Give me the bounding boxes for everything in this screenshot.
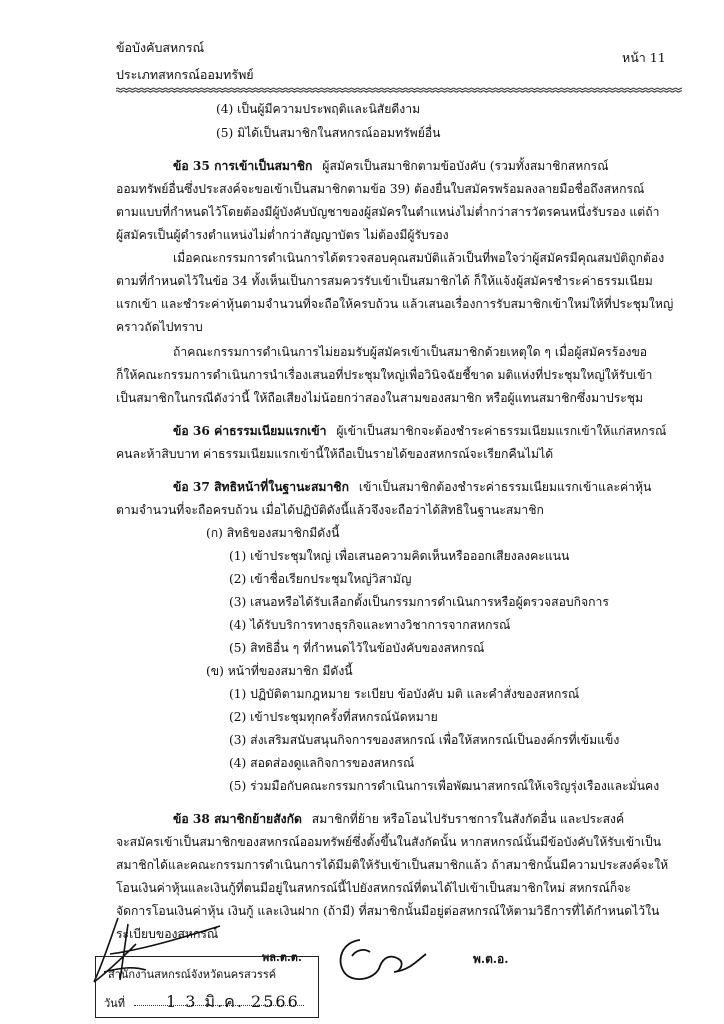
list-item: (1) เข้าประชุมใหญ่ เพื่อเสนอความคิดเห็นหรือออกเสียงลงคะแนน xyxy=(229,549,570,563)
clause-36-text: ผู้เข้าเป็นสมาชิกจะต้องชำระค่าธรรมเนียมแรกเข้าให้แก่สหกรณ์ xyxy=(336,424,667,438)
wavy-divider xyxy=(116,87,682,93)
clause-37-heading: ข้อ 37 สิทธิหน้าที่ในฐานะสมาชิก xyxy=(173,480,349,494)
initial-left: พล.ต.ต. xyxy=(262,951,302,964)
body-line: ตามที่กำหนดไว้ในข้อ 34 ทั้งเห็นเป็นการสมควรรับเข้าเป็นสมาชิกได้ ก็ให้แจ้งผู้สมัครชำระค่าธรรมเนียม xyxy=(116,274,653,288)
clause-37-text: เข้าเป็นสมาชิกต้องชำระค่าธรรมเนียมแรกเข้าและค่าหุ้น xyxy=(358,480,652,494)
clause-34-item-5: (5) มิได้เป็นสมาชิกในสหกรณ์ออมทรัพย์อื่น xyxy=(216,126,441,140)
rights-heading: (ก) สิทธิของสมาชิกมีดังนี้ xyxy=(206,526,340,540)
clause-34-item-4: (4) เป็นผู้มีความประพฤติและนิสัยดีงาม xyxy=(216,102,421,116)
body-line: เมื่อคณะกรรมการดำเนินการได้ตรวจสอบคุณสมบัติแล้วเป็นที่พอใจว่าผู้สมัครมีคุณสมบัติถูกต้อง xyxy=(173,251,665,265)
stamp-date-label: วันที่ xyxy=(104,997,125,1010)
list-item: (5) สิทธิอื่น ๆ ที่กำหนดไว้ในข้อบังคับของสหกรณ์ xyxy=(229,641,485,655)
body-line: จัดการโอนเงินค่าหุ้น เงินกู้ และเงินฝาก (ถ้ามี) ที่สมาชิกนั้นมีอยู่ต่อสหกรณ์ให้ตามวิธีการที่ได้กำหนดไว้ใน xyxy=(116,904,660,918)
list-item: (5) ร่วมมือกับคณะกรรมการดำเนินการเพื่อพัฒนาสหกรณ์ให้เจริญรุ่งเรืองและมั่นคง xyxy=(229,779,660,793)
body-line: จะสมัครเข้าเป็นสมาชิกของสหกรณ์ออมทรัพย์ซึ่งตั้งขึ้นในสังกัดนั้น หากสหกรณ์นั้นมีข้อบังคับให้รับเข้าเป็น xyxy=(116,835,662,849)
duties-heading: (ข) หน้าที่ของสมาชิก มีดังนี้ xyxy=(206,664,353,678)
list-item: (1) ปฏิบัติตามกฎหมาย ระเบียบ ข้อบังคับ มติ และคำสั่งของสหกรณ์ xyxy=(229,687,580,701)
stamp-organization: สำนักงานสหกรณ์จังหวัดนครสวรรค์ xyxy=(108,968,277,981)
clause-38-heading: ข้อ 38 สมาชิกย้ายสังกัด xyxy=(173,812,302,826)
body-line: แรกเข้า และชำระค่าหุ้นตามจำนวนที่จะถือให้ครบถ้วน แล้วเสนอเรื่องการรับสมาชิกเข้าใหม่ให้ที่ประชุมใหญ่ xyxy=(116,297,674,311)
body-line: ก็ให้คณะกรรมการดำเนินการนำเรื่องเสนอที่ประชุมใหญ่เพื่อวินิจฉัยชี้ขาด มติแห่งที่ประชุมใหญ่ให้รับเข้า xyxy=(116,368,653,382)
clause-35-line xyxy=(173,160,609,172)
receipt-stamp xyxy=(95,956,319,1018)
doc-type: ประเภทสหกรณ์ออมทรัพย์ xyxy=(116,67,254,82)
clause-35-heading: ข้อ 35 การเข้าเป็นสมาชิก xyxy=(173,159,313,173)
list-item: (4) สอดส่องดูแลกิจการของสหกรณ์ xyxy=(229,756,415,770)
body-line: ตามแบบที่กำหนดไว้โดยต้องมีผู้บังคับบัญชาของผู้สมัครในตำแหน่งไม่ต่ำกว่าสารวัตรคนหนึ่งรับรอง แต่ถ้า xyxy=(116,205,660,219)
list-item: (3) เสนอหรือได้รับเลือกตั้งเป็นกรรมการดำเนินการหรือผู้ตรวจสอบกิจการ xyxy=(229,595,609,609)
clause-37-line xyxy=(173,481,651,493)
signature-middle xyxy=(330,930,430,990)
list-item: (4) ได้รับบริการทางธุรกิจและทางวิชาการจากสหกรณ์ xyxy=(229,618,511,632)
clause-36-line xyxy=(173,425,666,437)
clause-35-text: ผู้สมัครเป็นสมาชิกตามข้อบังคับ (รวมทั้งสมาชิกสหกรณ์ xyxy=(322,159,609,173)
body-line: คนละห้าสิบบาท ค่าธรรมเนียมแรกเข้านี้ให้ถือเป็นรายได้ของสหกรณ์จะเรียกคืนไม่ได้ xyxy=(116,447,554,461)
body-line: ตามจำนวนที่จะถือครบถ้วน เมื่อได้ปฏิบัติดังนี้แล้วจึงจะถือว่าได้สิทธิในฐานะสมาชิก xyxy=(116,503,544,517)
page-number: หน้า 11 xyxy=(622,50,666,65)
body-line: ออมทรัพย์อื่นซึ่งประสงค์จะขอเข้าเป็นสมาชิกตามข้อ 39) ต้องยื่นใบสมัครพร้อมลงลายมือชื่อถึงสหกรณ์ xyxy=(116,182,645,196)
clause-38-text: สมาชิกที่ย้าย หรือโอนไปรับราชการในสังกัดอื่น และประสงค์ xyxy=(311,812,625,826)
body-line: เป็นสมาชิกในกรณีดังว่านี้ ให้ถือเสียงไม่น้อยกว่าสองในสามของสมาชิก หรือผู้แทนสมาชิกซึ่งมาประชุม xyxy=(116,391,644,405)
body-line: คราวถัดไปทราบ xyxy=(116,320,203,334)
body-line: ถ้าคณะกรรมการดำเนินการไม่ยอมรับผู้สมัครเข้าเป็นสมาชิกด้วยเหตุใด ๆ เมื่อผู้สมัครร้องขอ xyxy=(173,345,648,359)
body-line: ผู้สมัครเป็นผู้ดำรงตำแหน่งไม่ต่ำกว่าสัญญาบัตร ไม่ต้องมีผู้รับรอง xyxy=(116,228,449,242)
clause-38-line xyxy=(173,813,624,825)
list-item: (2) เข้าประชุมทุกครั้งที่สหกรณ์นัดหมาย xyxy=(229,710,438,724)
initial-right: พ.ต.อ. xyxy=(473,952,509,966)
body-line: โอนเงินค่าหุ้นและเงินกู้ที่ตนมีอยู่ในสหกรณ์นี้ไปยังสหกรณ์ที่ตนได้ไปเข้าเป็นสมาชิกใหม่ สหกรณ์ก็จะ xyxy=(116,881,631,895)
list-item: (2) เข้าชื่อเรียกประชุมใหญ่วิสามัญ xyxy=(229,572,412,586)
doc-title: ข้อบังคับสหกรณ์ xyxy=(116,40,205,55)
stamp-date: 1 3 มิ.ค. 2566 xyxy=(166,992,300,1011)
body-line: สมาชิกได้และคณะกรรมการดำเนินการได้มีมติให้รับเข้าเป็นสมาชิกแล้ว ถ้าสมาชิกนั้นมีความประสงค์จะให้ xyxy=(116,858,669,872)
body-line: ระเบียบของสหกรณ์ xyxy=(116,927,219,941)
list-item: (3) ส่งเสริมสนับสนุนกิจการของสหกรณ์ เพื่อให้สหกรณ์เป็นองค์กรที่เข้มแข็ง xyxy=(229,733,620,747)
clause-36-heading: ข้อ 36 ค่าธรรมเนียมแรกเข้า xyxy=(173,424,327,438)
